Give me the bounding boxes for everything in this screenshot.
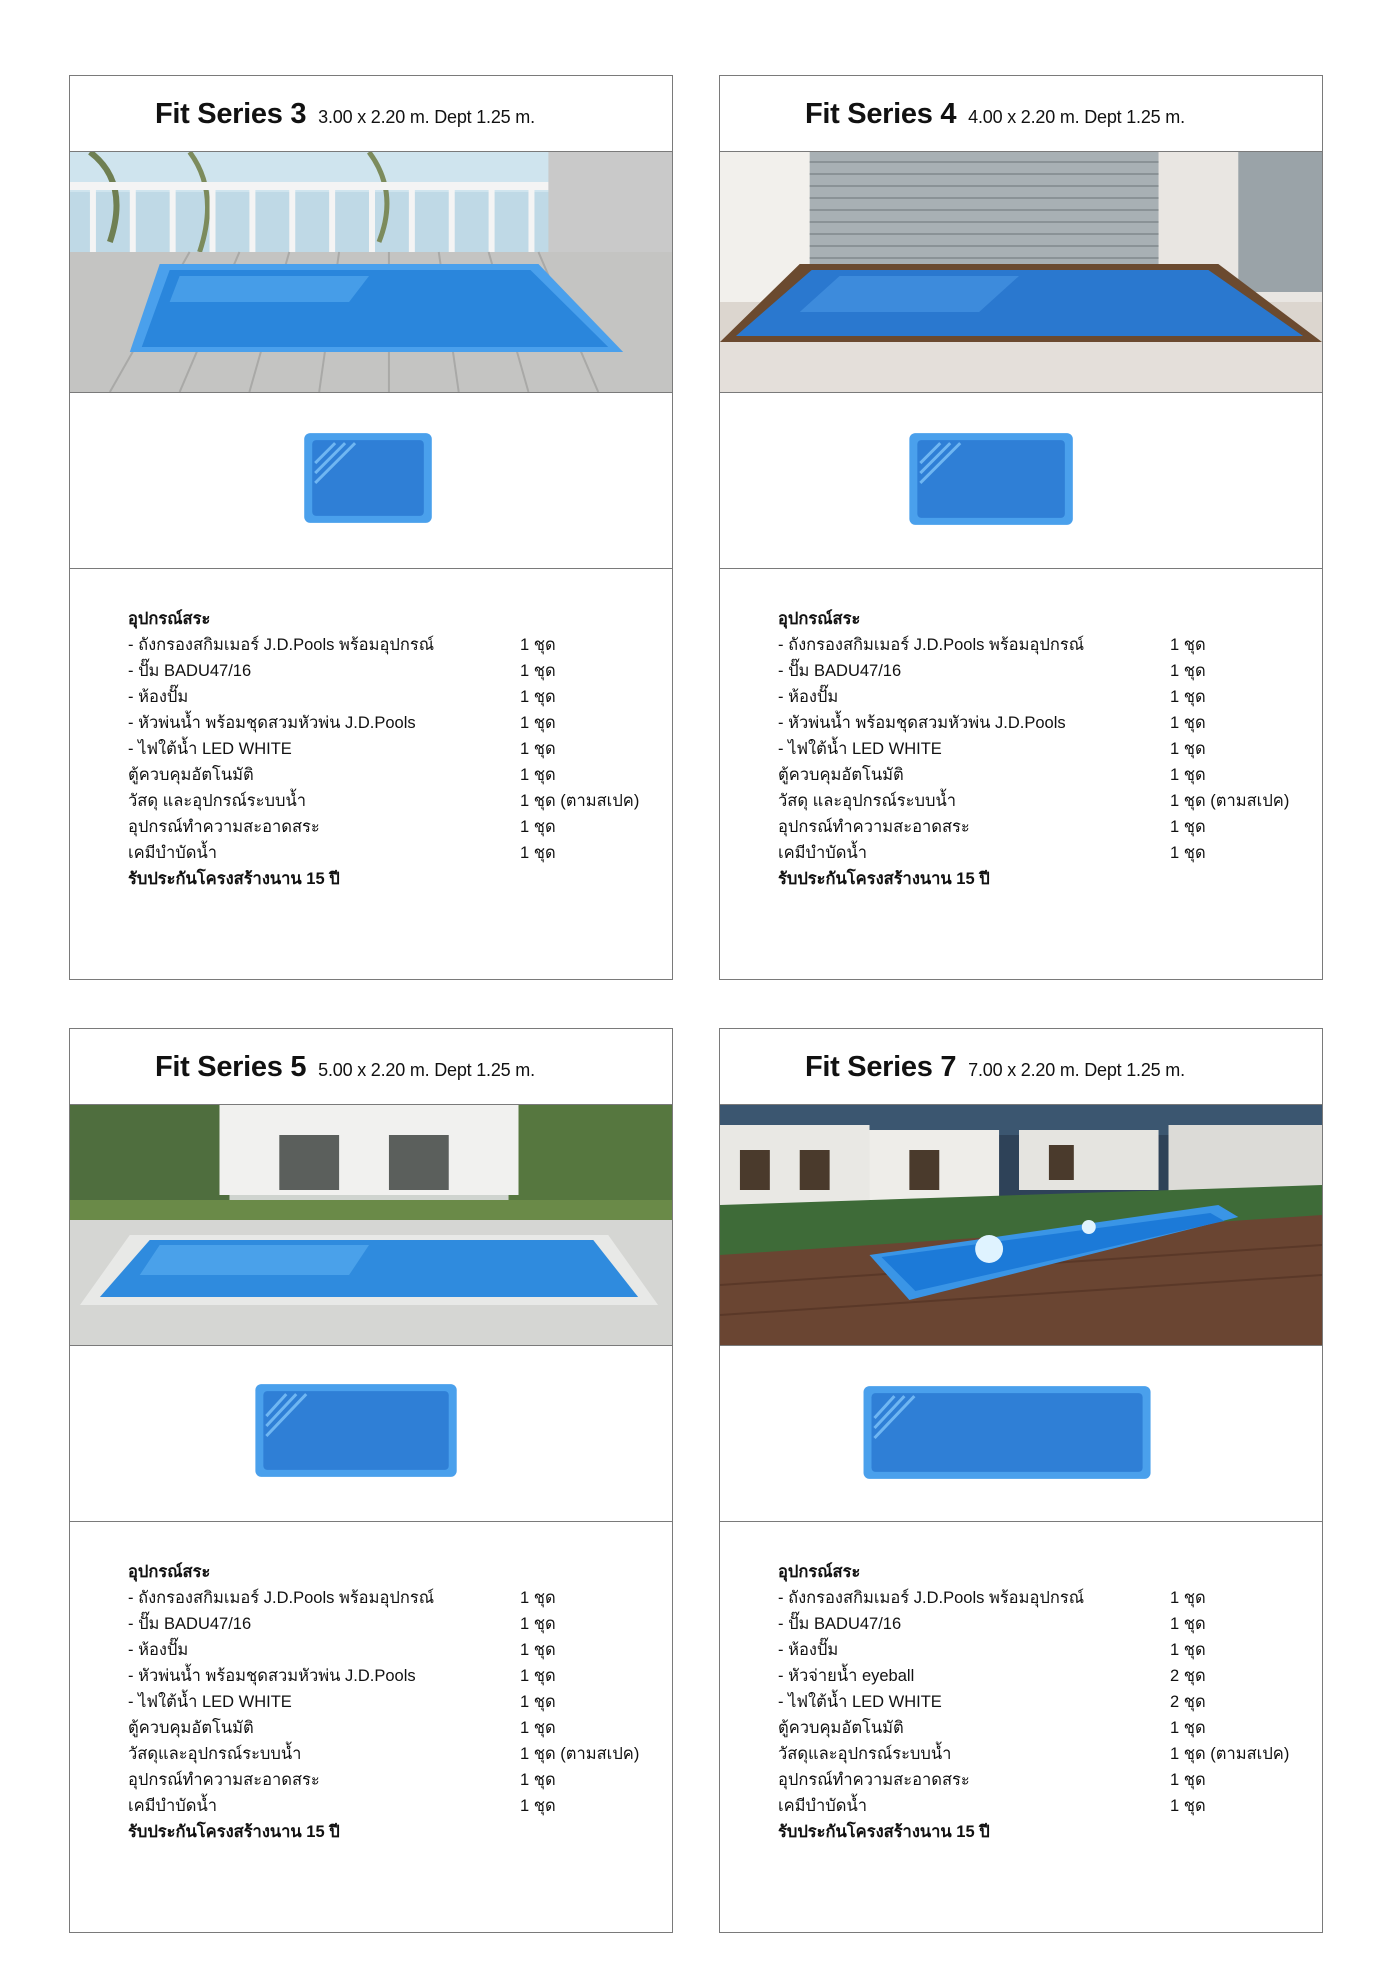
product-card-fit-series-7 xyxy=(719,1028,1323,1933)
equipment-title: อุปกรณ์สระ xyxy=(128,1563,211,1581)
item-name: อุปกรณ์ทำความสะอาดสระ xyxy=(778,1771,970,1789)
equipment-list xyxy=(778,1559,1298,1845)
item-name: - ปั๊ม BADU47/16 xyxy=(778,1615,902,1633)
item-qty: 1 ชุด xyxy=(1170,714,1206,732)
item-qty: 1 ชุด xyxy=(520,1719,556,1737)
item-name: วัสดุและอุปกรณ์ระบบน้ำ xyxy=(128,1745,302,1763)
pool-shape-diagram xyxy=(70,1345,672,1522)
item-name: - ไฟใต้น้ำ LED WHITE xyxy=(128,1693,292,1711)
item-qty: 1 ชุด (ตามสเปค) xyxy=(1170,792,1290,810)
list-item xyxy=(778,762,1298,788)
list-item xyxy=(778,684,1298,710)
list-item xyxy=(128,840,648,866)
product-card-fit-series-4 xyxy=(719,75,1323,980)
item-name: เคมีบำบัดน้ำ xyxy=(778,1797,868,1815)
item-qty: 1 ชุด xyxy=(520,818,556,836)
item-qty: 1 ชุด xyxy=(1170,688,1206,706)
item-qty: 1 ชุด xyxy=(1170,818,1206,836)
item-name: - ไฟใต้น้ำ LED WHITE xyxy=(778,740,942,758)
item-qty: 1 ชุด xyxy=(520,1615,556,1633)
item-name: - ห้องปั๊ม xyxy=(128,1641,189,1659)
list-item xyxy=(778,1611,1298,1637)
warranty-text: รับประกันโครงสร้างนาน 15 ปี xyxy=(128,1823,340,1841)
warranty-text: รับประกันโครงสร้างนาน 15 ปี xyxy=(778,870,990,888)
pool-photo xyxy=(70,152,672,392)
item-name: อุปกรณ์ทำความสะอาดสระ xyxy=(128,818,320,836)
item-qty: 1 ชุด xyxy=(1170,766,1206,784)
list-item xyxy=(128,1767,648,1793)
item-qty: 1 ชุด (ตามสเปค) xyxy=(1170,1745,1290,1763)
equipment-list xyxy=(778,606,1298,892)
item-qty: 1 ชุด xyxy=(1170,636,1206,654)
list-item xyxy=(128,658,648,684)
list-item xyxy=(128,1637,648,1663)
pool-shape-diagram xyxy=(70,392,672,569)
equipment-list xyxy=(128,1559,648,1845)
product-card-fit-series-3 xyxy=(69,75,673,980)
pool-photo xyxy=(70,1105,672,1345)
list-item xyxy=(778,1715,1298,1741)
item-name: - ปั๊ม BADU47/16 xyxy=(128,662,252,680)
list-item xyxy=(778,736,1298,762)
list-item xyxy=(128,1793,648,1819)
list-item xyxy=(778,710,1298,736)
list-item xyxy=(128,736,648,762)
product-card-fit-series-5 xyxy=(69,1028,673,1933)
item-name: - หัวพ่นน้ำ พร้อมชุดสวมหัวพ่น J.D.Pools xyxy=(128,1667,416,1685)
item-name: - ปั๊ม BADU47/16 xyxy=(128,1615,252,1633)
item-name: วัสดุ และอุปกรณ์ระบบน้ำ xyxy=(778,792,957,810)
list-item xyxy=(128,762,648,788)
item-name: เคมีบำบัดน้ำ xyxy=(128,844,218,862)
item-name: - หัวพ่นน้ำ พร้อมชุดสวมหัวพ่น J.D.Pools xyxy=(128,714,416,732)
item-name: - หัวพ่นน้ำ พร้อมชุดสวมหัวพ่น J.D.Pools xyxy=(778,714,1066,732)
pool-photo xyxy=(720,1105,1322,1345)
item-qty: 1 ชุด xyxy=(1170,740,1206,758)
list-item xyxy=(128,1741,648,1767)
list-item xyxy=(128,1611,648,1637)
card-header xyxy=(70,76,672,152)
item-name: - ถังกรองสกิมเมอร์ J.D.Pools พร้อมอุปกรณ์ xyxy=(778,636,1085,654)
list-item xyxy=(778,840,1298,866)
pool-photo xyxy=(720,152,1322,392)
equipment-title: อุปกรณ์สระ xyxy=(778,610,861,628)
item-name: เคมีบำบัดน้ำ xyxy=(778,844,868,862)
item-qty: 1 ชุด xyxy=(1170,1719,1206,1737)
list-item xyxy=(778,658,1298,684)
item-qty: 1 ชุด xyxy=(1170,1771,1206,1789)
equipment-title: อุปกรณ์สระ xyxy=(128,610,211,628)
warranty-text: รับประกันโครงสร้างนาน 15 ปี xyxy=(778,1823,990,1841)
list-item xyxy=(778,1767,1298,1793)
item-name: วัสดุ และอุปกรณ์ระบบน้ำ xyxy=(128,792,307,810)
card-header xyxy=(720,76,1322,152)
product-title: Fit Series 7 xyxy=(805,1051,957,1083)
list-item xyxy=(128,1715,648,1741)
item-qty: 1 ชุด xyxy=(520,1589,556,1607)
item-name: - ไฟใต้น้ำ LED WHITE xyxy=(128,740,292,758)
list-item xyxy=(128,814,648,840)
list-item xyxy=(128,788,648,814)
equipment-title: อุปกรณ์สระ xyxy=(778,1563,861,1581)
list-item xyxy=(778,1793,1298,1819)
list-item xyxy=(128,632,648,658)
pool-shape-diagram xyxy=(720,1345,1322,1522)
item-qty: 1 ชุด (ตามสเปค) xyxy=(520,792,640,810)
item-name: ตู้ควบคุมอัตโนมัติ xyxy=(778,766,904,784)
item-qty: 1 ชุด xyxy=(520,766,556,784)
list-item xyxy=(778,1585,1298,1611)
item-qty: 1 ชุด xyxy=(1170,1797,1206,1815)
list-item xyxy=(778,1741,1298,1767)
product-title: Fit Series 5 xyxy=(155,1051,307,1083)
list-item xyxy=(128,710,648,736)
item-name: ตู้ควบคุมอัตโนมัติ xyxy=(778,1719,904,1737)
card-header xyxy=(720,1029,1322,1105)
item-qty: 1 ชุด xyxy=(520,714,556,732)
item-name: - ห้องปั๊ม xyxy=(128,688,189,706)
item-name: - ถังกรองสกิมเมอร์ J.D.Pools พร้อมอุปกรณ์ xyxy=(128,636,435,654)
item-qty: 1 ชุด (ตามสเปค) xyxy=(520,1745,640,1763)
item-name: วัสดุและอุปกรณ์ระบบน้ำ xyxy=(778,1745,952,1763)
warranty-text: รับประกันโครงสร้างนาน 15 ปี xyxy=(128,870,340,888)
product-title: Fit Series 3 xyxy=(155,98,307,130)
item-qty: 1 ชุด xyxy=(520,1641,556,1659)
product-dimensions: 3.00 x 2.20 m. Dept 1.25 m. xyxy=(318,107,535,127)
list-item xyxy=(778,1689,1298,1715)
item-qty: 1 ชุด xyxy=(520,1667,556,1685)
item-qty: 1 ชุด xyxy=(520,636,556,654)
list-item xyxy=(128,1689,648,1715)
list-item xyxy=(778,632,1298,658)
item-qty: 1 ชุด xyxy=(520,1771,556,1789)
list-item xyxy=(128,1663,648,1689)
item-qty: 1 ชุด xyxy=(520,844,556,862)
item-name: - ห้องปั๊ม xyxy=(778,688,839,706)
list-item xyxy=(128,1585,648,1611)
equipment-list xyxy=(128,606,648,892)
list-item xyxy=(778,814,1298,840)
pool-shape-diagram xyxy=(720,392,1322,569)
item-name: - ห้องปั๊ม xyxy=(778,1641,839,1659)
product-dimensions: 4.00 x 2.20 m. Dept 1.25 m. xyxy=(968,107,1185,127)
product-title: Fit Series 4 xyxy=(805,98,957,130)
item-qty: 1 ชุด xyxy=(520,1693,556,1711)
item-qty: 1 ชุด xyxy=(1170,844,1206,862)
item-name: เคมีบำบัดน้ำ xyxy=(128,1797,218,1815)
item-name: - ถังกรองสกิมเมอร์ J.D.Pools พร้อมอุปกรณ์ xyxy=(128,1589,435,1607)
item-name: อุปกรณ์ทำความสะอาดสระ xyxy=(128,1771,320,1789)
item-qty: 2 ชุด xyxy=(1170,1667,1206,1685)
item-qty: 1 ชุด xyxy=(1170,1615,1206,1633)
item-name: ตู้ควบคุมอัตโนมัติ xyxy=(128,766,254,784)
list-item xyxy=(778,788,1298,814)
list-item xyxy=(778,1637,1298,1663)
item-qty: 1 ชุด xyxy=(520,662,556,680)
item-qty: 1 ชุด xyxy=(520,1797,556,1815)
item-qty: 1 ชุด xyxy=(520,688,556,706)
product-dimensions: 7.00 x 2.20 m. Dept 1.25 m. xyxy=(968,1060,1185,1080)
item-name: อุปกรณ์ทำความสะอาดสระ xyxy=(778,818,970,836)
item-name: - ถังกรองสกิมเมอร์ J.D.Pools พร้อมอุปกรณ์ xyxy=(778,1589,1085,1607)
product-dimensions: 5.00 x 2.20 m. Dept 1.25 m. xyxy=(318,1060,535,1080)
item-name: ตู้ควบคุมอัตโนมัติ xyxy=(128,1719,254,1737)
item-qty: 1 ชุด xyxy=(1170,1641,1206,1659)
item-qty: 1 ชุด xyxy=(520,740,556,758)
item-qty: 1 ชุด xyxy=(1170,662,1206,680)
item-qty: 1 ชุด xyxy=(1170,1589,1206,1607)
item-name: - หัวจ่ายน้ำ eyeball xyxy=(778,1667,915,1685)
item-name: - ปั๊ม BADU47/16 xyxy=(778,662,902,680)
card-header xyxy=(70,1029,672,1105)
item-qty: 2 ชุด xyxy=(1170,1693,1206,1711)
list-item xyxy=(128,684,648,710)
list-item xyxy=(778,1663,1298,1689)
item-name: - ไฟใต้น้ำ LED WHITE xyxy=(778,1693,942,1711)
